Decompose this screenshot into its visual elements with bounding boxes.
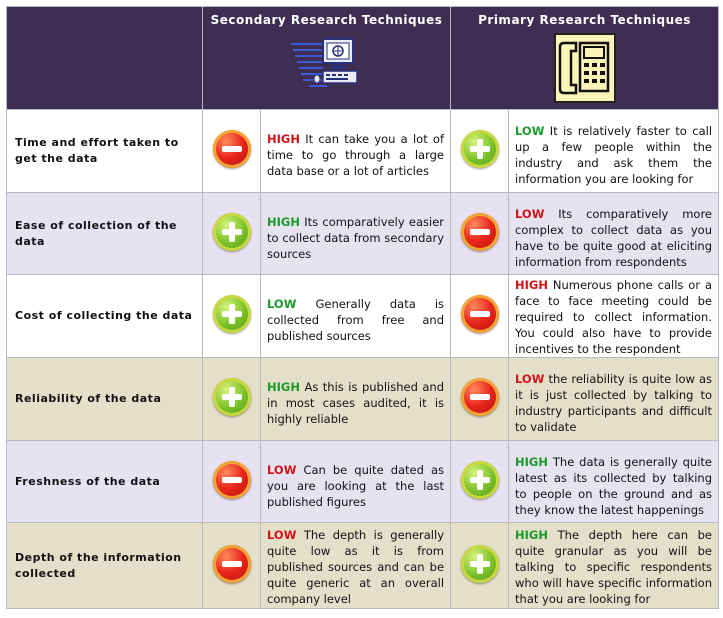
primary-header xyxy=(451,7,719,110)
level-label: LOW xyxy=(267,527,297,542)
secondary-header xyxy=(203,7,451,110)
secondary-rating xyxy=(203,523,261,609)
minus-icon xyxy=(213,130,251,168)
minus-icon xyxy=(213,545,251,583)
description-text: It is relatively faster to call up a few people within the industry and ask them the information you are looking for xyxy=(515,124,713,186)
description-text: The data is generally quite latest as its collected by talking to people on the ground and as they know the latest happenings xyxy=(515,454,713,517)
secondary-rating xyxy=(203,441,261,523)
secondary-description xyxy=(261,193,451,275)
primary-title: Primary Research Techniques xyxy=(478,13,691,27)
primary-rating xyxy=(451,441,509,523)
level-label: LOW xyxy=(515,124,545,138)
row-reliability xyxy=(7,358,719,441)
plus-icon xyxy=(461,130,499,168)
level-label: HIGH xyxy=(267,380,300,394)
primary-description xyxy=(509,523,719,609)
plus-icon xyxy=(461,461,499,499)
primary-rating xyxy=(451,523,509,609)
secondary-description xyxy=(261,441,451,523)
level-label: HIGH xyxy=(515,278,548,292)
criterion-label: Reliability of the data xyxy=(7,358,203,441)
secondary-description xyxy=(261,523,451,609)
row-depth xyxy=(7,523,719,609)
plus-icon xyxy=(213,213,251,251)
row-time-effort xyxy=(7,110,719,193)
plus-icon xyxy=(213,295,251,333)
comparison-table xyxy=(6,6,719,609)
telephone-icon xyxy=(554,33,616,103)
primary-rating xyxy=(451,193,509,275)
level-label: LOW xyxy=(515,372,545,386)
plus-icon xyxy=(213,378,251,416)
primary-description xyxy=(509,275,719,358)
level-label: LOW xyxy=(267,297,297,311)
computer-icon xyxy=(289,33,365,95)
description-text: The depth is generally quite low as it is from published sources and can be quite generic at an overall company level xyxy=(267,527,445,606)
description-text: It can take you a lot of time to go through a large data base or a lot of articles xyxy=(267,132,445,178)
description-text: the reliability is quite low as it is just collected by talking to industry participants and difficult to validate xyxy=(515,372,713,434)
secondary-rating xyxy=(203,275,261,358)
level-label: HIGH xyxy=(515,454,548,469)
minus-icon xyxy=(461,378,499,416)
row-cost xyxy=(7,275,719,358)
secondary-rating xyxy=(203,193,261,275)
level-label: LOW xyxy=(267,462,297,477)
plus-icon xyxy=(461,545,499,583)
minus-icon xyxy=(461,295,499,333)
description-text: Generally data is collected from free and published sources xyxy=(267,297,445,343)
criterion-label: Cost of collecting the data xyxy=(7,275,203,358)
level-label: HIGH xyxy=(515,527,548,542)
secondary-description xyxy=(261,275,451,358)
minus-icon xyxy=(461,213,499,251)
level-label: LOW xyxy=(515,206,545,221)
row-freshness xyxy=(7,441,719,523)
primary-rating xyxy=(451,358,509,441)
header-corner xyxy=(7,7,203,110)
description-text: Its comparatively more complex to collect data as you have to be quite good at eliciting information from respondents xyxy=(515,206,713,269)
description-text: Numerous phone calls or a face to face meeting could be required to collect information. You could also have to provide incentives to the respondent xyxy=(515,278,713,356)
header-row xyxy=(7,7,719,110)
description-text: Can be quite dated as you are looking at the last published figures xyxy=(267,462,445,509)
primary-rating xyxy=(451,110,509,193)
primary-description xyxy=(509,441,719,523)
primary-rating xyxy=(451,275,509,358)
primary-description xyxy=(509,193,719,275)
secondary-description xyxy=(261,110,451,193)
minus-icon xyxy=(213,461,251,499)
description-text: The depth here can be quite granular as you will be talking to specific respondents who will have specific information that you are looking for xyxy=(515,527,713,606)
secondary-rating xyxy=(203,110,261,193)
criterion-label: Ease of collection of the data xyxy=(7,193,203,275)
primary-description xyxy=(509,358,719,441)
criterion-label: Depth of the information collected xyxy=(7,523,203,609)
description-text: As this is published and in most cases audited, it is highly reliable xyxy=(267,380,445,426)
description-text: Its comparatively easier to collect data from secondary sources xyxy=(267,214,445,261)
secondary-title: Secondary Research Techniques xyxy=(210,13,443,27)
primary-description xyxy=(509,110,719,193)
row-ease-collection xyxy=(7,193,719,275)
criterion-label: Time and effort taken to get the data xyxy=(7,110,203,193)
secondary-description xyxy=(261,358,451,441)
level-label: HIGH xyxy=(267,132,300,146)
level-label: HIGH xyxy=(267,214,300,229)
secondary-rating xyxy=(203,358,261,441)
criterion-label: Freshness of the data xyxy=(7,441,203,523)
